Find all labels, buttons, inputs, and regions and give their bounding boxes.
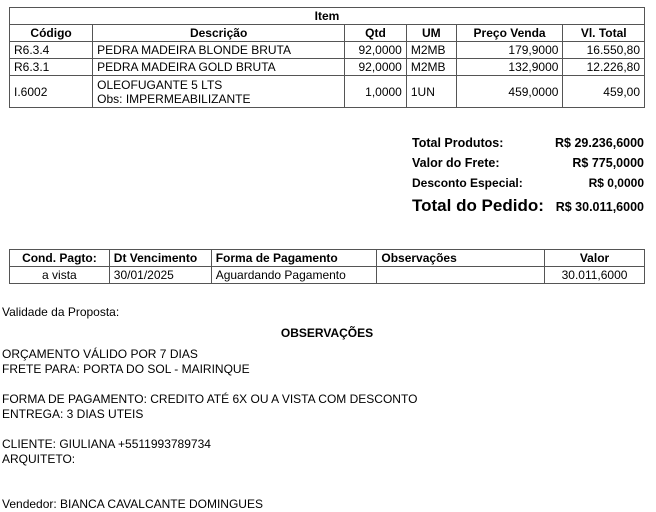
cell-qtd: 92,0000	[345, 42, 407, 59]
note-line: FORMA DE PAGAMENTO: CREDITO ATÉ 6X OU A VISTA COM DESCONTO	[2, 392, 418, 406]
totals-block	[412, 136, 644, 216]
cell-total: 12.226,80	[563, 59, 645, 76]
desconto-label: Desconto Especial:	[412, 176, 523, 190]
items-group-header-row	[10, 8, 645, 25]
cell-cond-pagto: a vista	[10, 267, 110, 284]
cell-codigo: R6.3.1	[10, 59, 93, 76]
cell-um: M2MB	[406, 59, 456, 76]
desconto-value: R$ 0,0000	[588, 176, 644, 190]
note-line: CLIENTE: GIULIANA +5511993789734	[2, 437, 211, 451]
total-pedido-row	[412, 196, 644, 216]
cell-codigo: R6.3.4	[10, 42, 93, 59]
col-header-dt-vencimento: Dt Vencimento	[109, 250, 211, 267]
cell-codigo: I.6002	[10, 76, 93, 108]
cell-descricao: PEDRA MADEIRA GOLD BRUTA	[93, 59, 345, 76]
col-header-valor: Valor	[545, 250, 645, 267]
col-header-descricao: Descrição	[93, 25, 345, 42]
cell-descricao: OLEOFUGANTE 5 LTS	[97, 77, 223, 92]
col-header-observacoes: Observações	[377, 250, 545, 267]
cell-valor: 30.011,6000	[545, 267, 645, 284]
valor-frete-value: R$ 775,0000	[572, 156, 644, 170]
table-row	[10, 42, 645, 59]
cell-descricao: PEDRA MADEIRA BLONDE BRUTA	[93, 42, 345, 59]
note-line: ARQUITETO:	[2, 452, 76, 466]
cell-preco: 459,0000	[456, 76, 563, 108]
valor-frete-label: Valor do Frete:	[412, 156, 500, 170]
payment-header-row	[10, 250, 645, 267]
cell-preco: 132,9000	[456, 59, 563, 76]
items-header-row	[10, 25, 645, 42]
payment-table	[9, 249, 645, 284]
col-header-forma-pagamento: Forma de Pagamento	[211, 250, 377, 267]
col-header-cond-pagto: Cond. Pagto:	[10, 250, 110, 267]
cell-total: 16.550,80	[563, 42, 645, 59]
col-header-um: UM	[406, 25, 456, 42]
cell-total: 459,00	[563, 76, 645, 108]
items-group-header: Item	[10, 8, 645, 25]
total-pedido-label: Total do Pedido:	[412, 196, 544, 215]
col-header-preco: Preço Venda	[456, 25, 563, 42]
cell-um: 1UN	[406, 76, 456, 108]
items-table	[9, 7, 645, 108]
cell-forma-pagamento: Aguardando Pagamento	[211, 267, 377, 284]
desconto-row	[412, 176, 644, 196]
observacoes-title: OBSERVAÇÕES	[280, 326, 374, 340]
cell-qtd: 1,0000	[345, 76, 407, 108]
cell-descricao-multiline	[93, 76, 345, 108]
cell-observacoes	[377, 267, 545, 284]
total-produtos-value: R$ 29.236,6000	[555, 136, 644, 150]
col-header-codigo: Código	[10, 25, 93, 42]
total-produtos-label: Total Produtos:	[412, 136, 504, 150]
col-header-qtd: Qtd	[345, 25, 407, 42]
validade-proposta: Validade da Proposta:	[2, 305, 120, 319]
note-line: FRETE PARA: PORTA DO SOL - MAIRINQUE	[2, 362, 250, 376]
cell-qtd: 92,0000	[345, 59, 407, 76]
notes-section	[2, 305, 652, 512]
valor-frete-row	[412, 156, 644, 176]
cell-preco: 179,9000	[456, 42, 563, 59]
total-produtos-row	[412, 136, 644, 156]
col-header-total: Vl. Total	[563, 25, 645, 42]
cell-obs: Obs: IMPERMEABILIZANTE	[97, 91, 251, 106]
vendedor: Vendedor: BIANCA CAVALCANTE DOMINGUES	[2, 497, 263, 511]
table-row	[10, 76, 645, 108]
cell-dt-vencimento: 30/01/2025	[109, 267, 211, 284]
note-line: ORÇAMENTO VÁLIDO POR 7 DIAS	[2, 347, 198, 361]
note-line: ENTREGA: 3 DIAS UTEIS	[2, 407, 144, 421]
table-row	[10, 59, 645, 76]
table-row	[10, 267, 645, 284]
cell-um: M2MB	[406, 42, 456, 59]
total-pedido-value: R$ 30.011,6000	[555, 200, 644, 214]
